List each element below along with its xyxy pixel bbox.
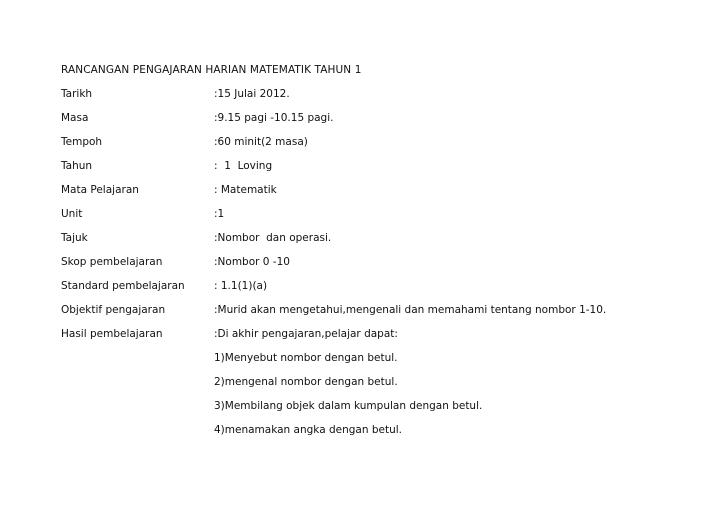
row-masa	[61, 112, 721, 126]
field-value: :1	[214, 208, 225, 220]
field-label: Standard pembelajaran	[61, 280, 185, 292]
document-title: RANCANGAN PENGAJARAN HARIAN MATEMATIK TAHUN 1	[61, 64, 362, 76]
row-tahun	[61, 160, 721, 174]
field-value: : 1.1(1)(a)	[214, 280, 268, 292]
field-value: : 1 Loving	[214, 160, 273, 172]
outcome-item: 4)menamakan angka dengan betul.	[214, 424, 402, 436]
row-tarikh	[61, 88, 721, 102]
row-skop-pembelajaran	[61, 256, 721, 270]
field-value: :15 Julai 2012.	[214, 88, 290, 100]
field-label: Tajuk	[61, 232, 88, 244]
row-mata-pelajaran	[61, 184, 721, 198]
row-tempoh	[61, 136, 721, 150]
field-label: Tarikh	[61, 88, 93, 100]
row-standard-pembelajaran	[61, 280, 721, 294]
field-label: Mata Pelajaran	[61, 184, 139, 196]
row-tajuk	[61, 232, 721, 246]
row-hasil-pembelajaran	[61, 328, 721, 342]
field-label: Hasil pembelajaran	[61, 328, 163, 340]
outcome-item: 3)Membilang objek dalam kumpulan dengan betul.	[214, 400, 483, 412]
field-label: Tahun	[61, 160, 93, 172]
field-label: Masa	[61, 112, 89, 124]
row-objektif-pengajaran	[61, 304, 721, 318]
field-label: Tempoh	[61, 136, 103, 148]
field-value: : Matematik	[214, 184, 277, 196]
field-label: Unit	[61, 208, 83, 220]
row-unit	[61, 208, 721, 222]
field-value: :60 minit(2 masa)	[214, 136, 308, 148]
field-value: :Nombor 0 -10	[214, 256, 290, 268]
field-value: :9.15 pagi -10.15 pagi.	[214, 112, 334, 124]
field-label: Objektif pengajaran	[61, 304, 166, 316]
outcome-item: 2)mengenal nombor dengan betul.	[214, 376, 398, 388]
field-label: Skop pembelajaran	[61, 256, 163, 268]
field-value: :Di akhir pengajaran,pelajar dapat:	[214, 328, 398, 340]
outcome-item: 1)Menyebut nombor dengan betul.	[214, 352, 398, 364]
field-value: :Nombor dan operasi.	[214, 232, 332, 244]
field-value: :Murid akan mengetahui,mengenali dan memahami tentang nombor 1-10.	[214, 304, 607, 316]
